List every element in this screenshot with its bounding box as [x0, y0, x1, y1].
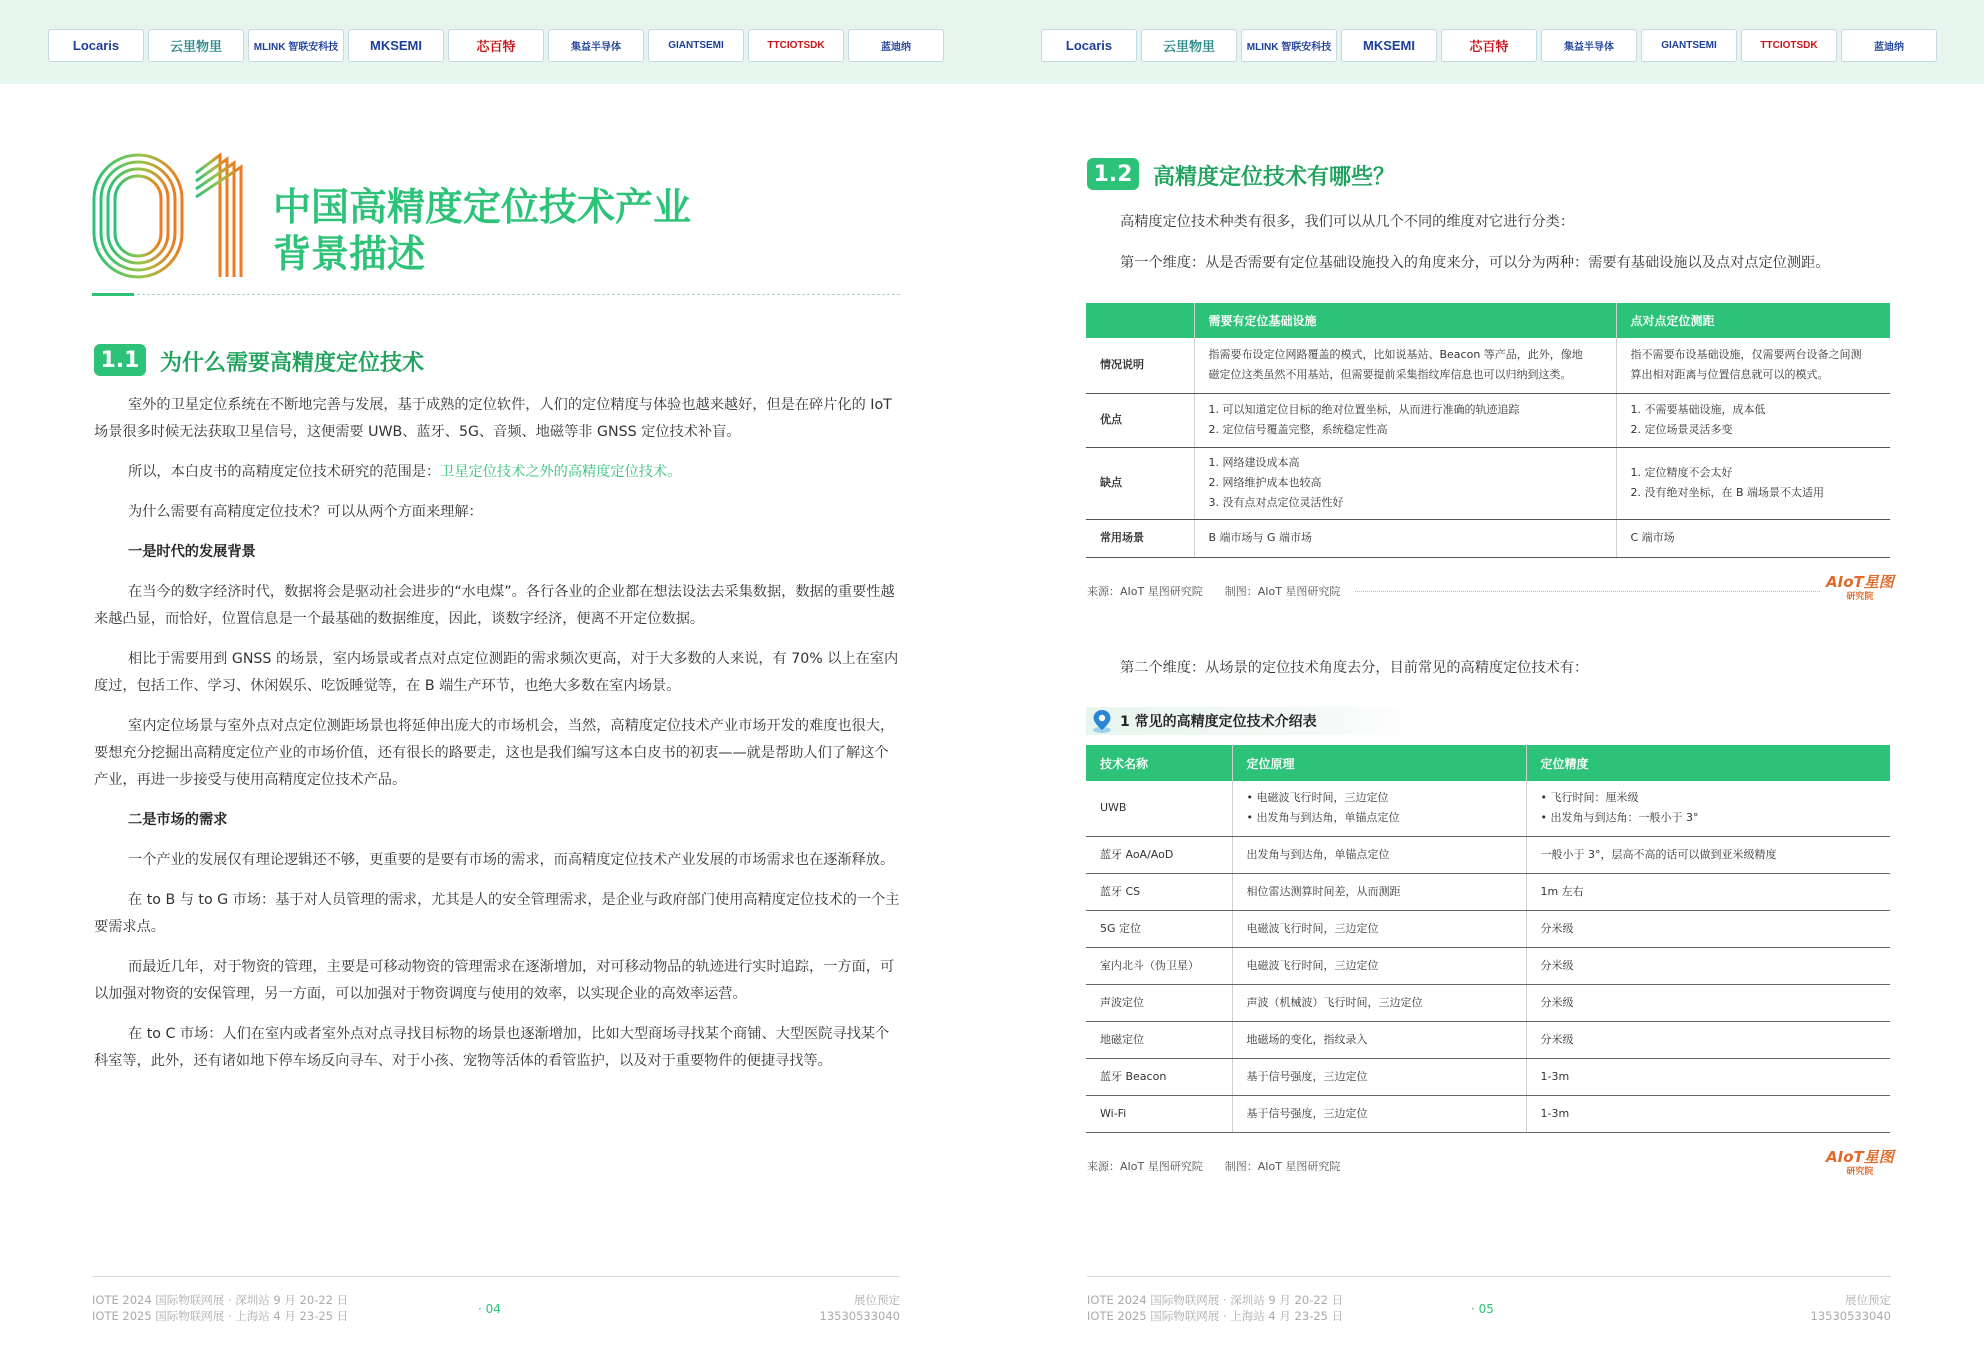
table-header-row — [1086, 745, 1890, 781]
tech-name: 声波定位 — [1086, 984, 1232, 1021]
table-row — [1086, 1058, 1890, 1095]
source-divider — [1355, 591, 1820, 592]
table-row — [1086, 447, 1890, 519]
table-cell — [1616, 447, 1890, 519]
footer-booking-phone: 13530533040 — [819, 1309, 900, 1323]
footer-booking-phone: 13530533040 — [1810, 1309, 1891, 1323]
table-cell: 1-3m — [1526, 1095, 1890, 1132]
table-cell — [1526, 781, 1890, 836]
section-number-badge: 1.1 — [94, 344, 146, 376]
chapter-title-line2: 背景描述 — [273, 232, 426, 276]
table-cell: 1m 左右 — [1526, 873, 1890, 910]
sponsor-logo-band — [0, 0, 992, 84]
logo-mksemi: MKSEMI — [1341, 29, 1437, 62]
cell-line: 1. 网络建设成本高 — [1208, 456, 1300, 469]
tech-name: 5G 定位 — [1086, 910, 1232, 947]
location-pin-icon — [1090, 708, 1114, 734]
table-cell — [1616, 519, 1890, 557]
logo-ttciotsdk: TTCIOTSDK — [748, 29, 844, 62]
logo-locaris: Locaris — [48, 29, 144, 62]
table-cell — [1232, 781, 1526, 836]
chapter-number-graphic — [92, 153, 252, 279]
logo-mksemi: MKSEMI — [348, 29, 444, 62]
cell-line: 2. 网络维护成本也较高 — [1208, 476, 1322, 489]
table-header-cell — [1086, 303, 1194, 338]
watermark-subtext: 研究院 — [1846, 592, 1874, 602]
section-title: 为什么需要高精度定位技术 — [160, 351, 425, 376]
watermark-text: AIoT星图 — [1826, 573, 1894, 591]
tech-name: 地磁定位 — [1086, 1021, 1232, 1058]
paragraph-prefix: 所以，本白皮书的高精度定位技术研究的范围是： — [128, 464, 441, 480]
table-row — [1086, 393, 1890, 447]
institute-watermark — [1826, 1150, 1894, 1180]
paragraph: 在当今的数字经济时代，数据将会是驱动社会进步的“水电煤”。各行各业的企业都在想法设法去采集数据，数据的重要性越来越凸显，而恰好，位置信息是一个最基础的数据维度，因此，谈数字经济，便离不开定位数据。 — [94, 584, 895, 627]
table-cell — [1194, 519, 1616, 557]
cell-line: 1. 不需要基础设施，成本低 — [1630, 403, 1766, 416]
footer-event-line1: IOTE 2024 国际物联网展 · 深圳站 9 月 20-22 日 — [92, 1293, 349, 1307]
logo-yunliwuli: 云里物里 — [1141, 29, 1237, 62]
footer-booking — [1811, 1292, 1891, 1324]
cell-line: 1. 可以知道定位目标的绝对位置坐标，从而进行准确的轨迹追踪 — [1208, 403, 1520, 416]
paragraph: 为什么需要有高精度定位技术？可以从两个方面来理解： — [128, 504, 483, 520]
table-cell: 1-3m — [1526, 1058, 1890, 1095]
page-number: · 04 — [478, 1302, 501, 1316]
logo-locaris: Locaris — [1041, 29, 1137, 62]
cell-line: 2. 定位场景灵活多变 — [1630, 423, 1733, 436]
table-cell: 一般小于 3°，层高不高的话可以做到亚米级精度 — [1526, 836, 1890, 873]
table-row — [1086, 947, 1890, 984]
cell-line: • 出发角与到达角：一般小于 3° — [1540, 811, 1699, 825]
table-cell: 出发角与到达角，单锚点定位 — [1232, 836, 1526, 873]
tech-name: UWB — [1086, 781, 1232, 836]
table-header-cell: 点对点定位测距 — [1616, 303, 1890, 338]
table-row — [1086, 910, 1890, 947]
cell-line: • 出发角与到达角，单锚点定位 — [1246, 811, 1400, 825]
table-cell — [1194, 447, 1616, 519]
logo-xinbaite: 芯百特 — [1441, 29, 1537, 62]
paragraph: 在 to B 与 to G 市场：基于对人员管理的需求，尤其是人的安全管理需求，是企业与政府部门使用高精度定位技术的一个主要需求点。 — [94, 892, 900, 935]
table-cell: 分米级 — [1526, 1021, 1890, 1058]
table-cell: 基于信号强度，三边定位 — [1232, 1058, 1526, 1095]
cell-line: • 电磁波飞行时间，三边定位 — [1246, 791, 1389, 805]
table-header-cell: 定位精度 — [1526, 745, 1890, 781]
positioning-tech-table — [1086, 745, 1890, 1133]
section-body — [94, 392, 900, 1088]
sponsor-logo-row — [1041, 29, 1937, 62]
table2-title-text: 1 常见的高精度定位技术介绍表 — [1120, 714, 1317, 730]
footer-booking — [820, 1292, 900, 1324]
table-cell: 电磁波飞行时间，三边定位 — [1232, 947, 1526, 984]
footer-event-line1: IOTE 2024 国际物联网展 · 深圳站 9 月 20-22 日 — [1087, 1293, 1344, 1307]
watermark-subtext: 研究院 — [1846, 1167, 1874, 1177]
section-number-badge: 1.2 — [1087, 158, 1139, 190]
cell-line: 算出相对距离与位置信息就可以的模式。 — [1630, 368, 1829, 382]
table-cell — [1194, 338, 1616, 393]
table-header-cell: 技术名称 — [1086, 745, 1232, 781]
cell-line: 3. 没有点对点定位灵活性好 — [1208, 496, 1344, 509]
paragraph: 室外的卫星定位系统在不断地完善与发展，基于成熟的定位软件，人们的定位精度与体验也越来越好，但是在碎片化的 IoT 场景很多时候无法获取卫星信号，这便需要 UWB、蓝牙、5G、音频、地磁等非 GNSS 定位技术补盲。 — [94, 397, 892, 440]
table-cell: 分米级 — [1526, 910, 1890, 947]
table-cell: 电磁波飞行时间，三边定位 — [1232, 910, 1526, 947]
sponsor-logo-band — [992, 0, 1984, 84]
table-row — [1086, 1021, 1890, 1058]
table-header-row — [1086, 303, 1890, 338]
table-cell — [1616, 393, 1890, 447]
tech-name: 室内北斗（伪卫星） — [1086, 947, 1232, 984]
table-cell: 相位雷达测算时间差，从而测距 — [1232, 873, 1526, 910]
footer-event-info — [92, 1292, 348, 1324]
cell-line: 1. 定位精度不会太好 — [1630, 466, 1733, 479]
intro-paragraph: 第二个维度：从场景的定位技术角度去分，目前常见的高精度定位技术有： — [1120, 660, 1589, 676]
table-row — [1086, 519, 1890, 557]
table-row — [1086, 836, 1890, 873]
table-cell: 分米级 — [1526, 947, 1890, 984]
cell-line: 2. 没有绝对坐标，在 B 端场景不太适用 — [1630, 486, 1825, 499]
cell-line: 指需要布设定位网路覆盖的模式，比如说基站、Beacon 等产品，此外，像地 — [1208, 348, 1583, 362]
table-cell: 地磁场的变化，指纹录入 — [1232, 1021, 1526, 1058]
tech-name: 蓝牙 CS — [1086, 873, 1232, 910]
logo-jiyi: 集益半导体 — [548, 29, 644, 62]
table2-source: 来源：AIoT 星图研究院 制图：AIoT 星图研究院 — [1087, 1160, 1341, 1173]
table2-title — [1086, 707, 1416, 735]
footer-booking-label: 展位预定 — [854, 1293, 900, 1307]
paragraph: 在 to C 市场：人们在室内或者室外点对点寻找目标物的场景也逐渐增加，比如大型商场寻找某个商铺、大型医院寻找某个科室等，此外，还有诸如地下停车场反向寻车、对于小孩、宠物等活体的看管监护，以及对于重要物件的便捷寻找等。 — [94, 1026, 890, 1069]
infrastructure-comparison-table — [1086, 303, 1890, 558]
paragraph: 一个产业的发展仅有理论逻辑还不够，更重要的是要有市场的需求，而高精度定位技术产业发展的市场需求也在逐渐释放。 — [128, 852, 895, 868]
paragraph — [94, 459, 900, 486]
cell-line: B 端市场与 G 端市场 — [1208, 531, 1313, 544]
sponsor-logo-row — [48, 29, 944, 62]
table-cell: 基于信号强度，三边定位 — [1232, 1095, 1526, 1132]
institute-watermark — [1826, 575, 1894, 605]
table-header-cell: 需要有定位基础设施 — [1194, 303, 1616, 338]
logo-giantsemi: GIANTSEMI — [648, 29, 744, 62]
footer-divider — [92, 1276, 900, 1277]
chapter-title — [273, 184, 691, 278]
logo-ttciotsdk: TTCIOTSDK — [1741, 29, 1837, 62]
logo-giantsemi: GIANTSEMI — [1641, 29, 1737, 62]
footer-event-line2: IOTE 2025 国际物联网展 · 上海站 4 月 23-25 日 — [92, 1309, 349, 1323]
watermark-text: AIoT星图 — [1826, 1148, 1894, 1166]
page-number-value: 04 — [485, 1302, 501, 1316]
row-label: 常用场景 — [1086, 519, 1194, 557]
table-row — [1086, 873, 1890, 910]
table-cell — [1194, 393, 1616, 447]
logo-yunliwuli: 云里物里 — [148, 29, 244, 62]
table-cell: 分米级 — [1526, 984, 1890, 1021]
table-row — [1086, 984, 1890, 1021]
tech-name: 蓝牙 AoA/AoD — [1086, 836, 1232, 873]
cell-line: 磁定位这类虽然不用基站，但需要提前采集指纹库信息也可以归纳到这类。 — [1208, 368, 1572, 382]
table-row — [1086, 338, 1890, 393]
intro-paragraph: 高精度定位技术种类有很多，我们可以从几个不同的维度对它进行分类： — [1120, 214, 1575, 230]
table-header-cell: 定位原理 — [1232, 745, 1526, 781]
logo-landina: 蓝迪纳 — [1841, 29, 1937, 62]
intro-paragraph: 第一个维度：从是否需要有定位基础设施投入的角度来分，可以分为两种：需要有基础设施以及点对点定位测距。 — [1120, 255, 1830, 271]
table1-source: 来源：AIoT 星图研究院 制图：AIoT 星图研究院 — [1087, 585, 1341, 598]
logo-jiyi: 集益半导体 — [1541, 29, 1637, 62]
chapter-divider — [92, 294, 900, 295]
paragraph: 相比于需要用到 GNSS 的场景，室内场景或者点对点定位测距的需求频次更高，对于大多数的人来说，有 70% 以上在室内度过，包括工作、学习、休闲娱乐、吃饭睡觉等，在 B 端生产环节，也绝大多数在室内场景。 — [94, 651, 899, 694]
logo-mlink: MLINK 智联安科技 — [1241, 29, 1337, 62]
cell-line: • 飞行时间：厘米级 — [1540, 791, 1639, 805]
page-number-value: 05 — [1478, 1302, 1494, 1316]
paragraph: 而最近几年，对于物资的管理，主要是可移动物资的管理需求在逐渐增加，对可移动物品的轨迹进行实时追踪，一方面，可以加强对物资的安保管理，另一方面，可以加强对于物资调度与使用的效率，以实现企业的高效率运营。 — [94, 959, 895, 1002]
subheading: 二是市场的需求 — [128, 812, 228, 828]
paragraph: 室内定位场景与室外点对点定位测距场景也将延伸出庞大的市场机会，当然，高精度定位技术产业市场开发的难度也很大，要想充分挖掘出高精度定位产业的市场价值，还有很长的路要走，这也是我们编写这本白皮书的初衷——就是帮助人们了解这个产业，再进一步接受与使用高精度定位技术产品。 — [94, 718, 895, 788]
logo-mlink: MLINK 智联安科技 — [248, 29, 344, 62]
section-title: 高精度定位技术有哪些？ — [1153, 165, 1396, 190]
footer-divider — [1087, 1276, 1891, 1277]
cell-line: C 端市场 — [1630, 531, 1675, 544]
logo-landina: 蓝迪纳 — [848, 29, 944, 62]
row-label: 情况说明 — [1086, 338, 1194, 393]
row-label: 优点 — [1086, 393, 1194, 447]
tech-name: Wi-Fi — [1086, 1095, 1232, 1132]
chapter-divider-accent — [92, 293, 134, 296]
footer-event-line2: IOTE 2025 国际物联网展 · 上海站 4 月 23-25 日 — [1087, 1309, 1344, 1323]
logo-xinbaite: 芯百特 — [448, 29, 544, 62]
footer-event-info — [1087, 1292, 1343, 1324]
footer-booking-label: 展位预定 — [1845, 1293, 1891, 1307]
subheading: 一是时代的发展背景 — [128, 544, 256, 560]
row-label: 缺点 — [1086, 447, 1194, 519]
table-cell — [1616, 338, 1890, 393]
table-row — [1086, 781, 1890, 836]
table-cell: 声波（机械波）飞行时间，三边定位 — [1232, 984, 1526, 1021]
tech-name: 蓝牙 Beacon — [1086, 1058, 1232, 1095]
page-number: · 05 — [1471, 1302, 1494, 1316]
table-row — [1086, 1095, 1890, 1132]
cell-line: 指不需要布设基础设施，仅需要两台设备之间测 — [1630, 348, 1862, 362]
highlighted-text: 卫星定位技术之外的高精度定位技术。 — [440, 464, 682, 480]
cell-line: 2. 定位信号覆盖完整，系统稳定性高 — [1208, 423, 1388, 436]
chapter-title-line1: 中国高精度定位技术产业 — [273, 185, 692, 229]
